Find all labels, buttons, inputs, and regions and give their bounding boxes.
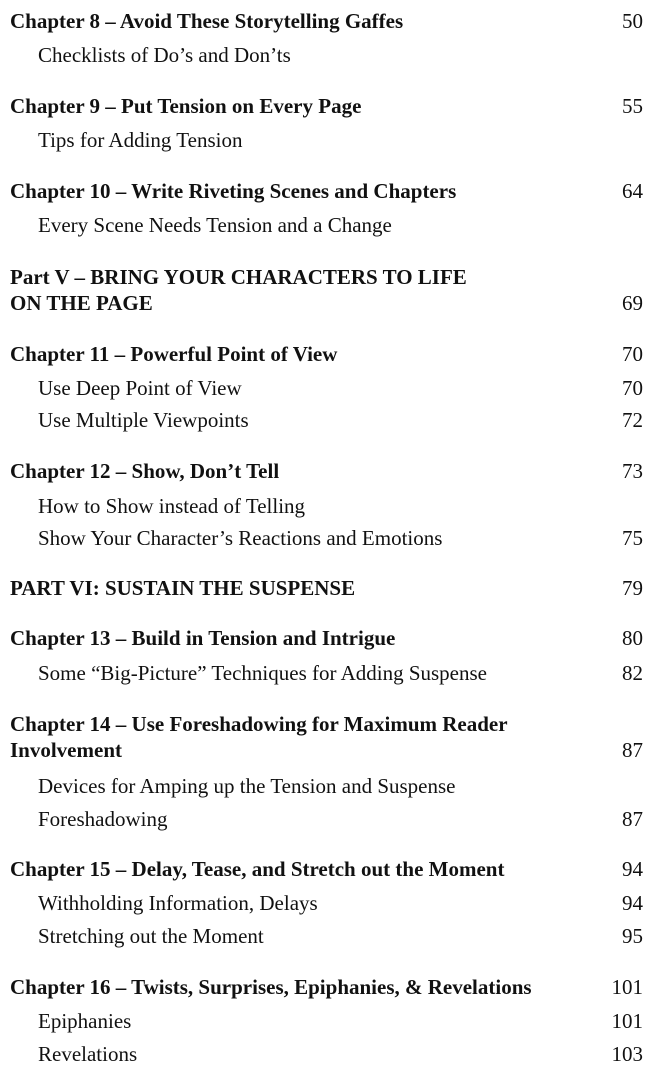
entry-page-number: 82 [622,661,643,685]
entry-title: Chapter 16 – Twists, Surprises, Epiphanies, & Revelations [10,975,532,999]
entry-page-number: 80 [622,626,643,650]
entry-title: Part V – BRING YOUR CHARACTERS TO LIFE [10,265,467,289]
entry-title: Use Deep Point of View [38,376,242,400]
toc-section [38,491,660,521]
entry-page-number: 103 [611,1042,643,1066]
entry-page-number: 73 [622,459,643,483]
entry-title: Tips for Adding Tension [38,128,243,152]
entry-title: Checklists of Do’s and Don’ts [38,43,291,67]
entry-page-number: 94 [622,891,643,915]
toc-section [38,40,660,70]
entry-title: Chapter 12 – Show, Don’t Tell [10,459,280,483]
toc-chapter-16 [10,972,660,1002]
entry-page-number: 87 [622,738,643,762]
entry-page-number: 101 [611,1009,643,1033]
entry-title: Every Scene Needs Tension and a Change [38,213,392,237]
toc-chapter-13 [10,623,660,653]
toc-chapter-9 [10,91,660,121]
entry-title: Chapter 14 – Use Foreshadowing for Maximum Reader [10,712,508,736]
entry-title: PART VI: SUSTAIN THE SUSPENSE [10,576,356,600]
toc-section [38,523,660,553]
entry-title: Show Your Character’s Reactions and Emotions [38,526,443,550]
toc-section [38,888,660,918]
entry-title: Chapter 11 – Powerful Point of View [10,342,338,366]
toc-section [38,405,660,435]
entry-title: Stretching out the Moment [38,924,264,948]
entry-title: Foreshadowing [38,807,168,831]
entry-title: Chapter 8 – Avoid These Storytelling Gaffes [10,9,404,33]
entry-title: Chapter 13 – Build in Tension and Intrigue [10,626,396,650]
toc-section [38,125,660,155]
entry-title: Withholding Information, Delays [38,891,318,915]
toc-section [38,373,660,403]
entry-title: Chapter 10 – Write Riveting Scenes and Chapters [10,179,457,203]
entry-page-number: 87 [622,807,643,831]
toc-section [38,658,660,688]
entry-title: Epiphanies [38,1009,132,1033]
toc-chapter-15 [10,854,660,884]
entry-page-number: 70 [622,342,643,366]
entry-page-number: 64 [622,179,643,203]
entry-page-number: 95 [622,924,643,948]
toc-section [38,210,660,240]
toc-section [38,1006,660,1036]
toc-chapter-11 [10,339,660,369]
entry-page-number: 50 [622,9,643,33]
entry-title: Use Multiple Viewpoints [38,408,249,432]
entry-title: Chapter 15 – Delay, Tease, and Stretch out the Moment [10,857,505,881]
entry-title: Devices for Amping up the Tension and Suspense [38,774,456,798]
entry-title: Revelations [38,1042,138,1066]
toc-chapter-14-continued [10,735,660,765]
toc-chapter-12 [10,456,660,486]
entry-page-number: 101 [611,975,643,999]
toc-part-6 [10,573,660,603]
entry-page-number: 55 [622,94,643,118]
toc-section [38,771,660,801]
entry-title: Chapter 9 – Put Tension on Every Page [10,94,362,118]
entry-title: Some “Big-Picture” Techniques for Adding Suspense [38,661,487,685]
entry-page-number: 70 [622,376,643,400]
entry-title: ON THE PAGE [10,291,153,315]
entry-title: How to Show instead of Telling [38,494,306,518]
entry-page-number: 69 [622,291,643,315]
toc-section [38,921,660,951]
entry-page-number: 75 [622,526,643,550]
toc-section [38,804,660,834]
entry-page-number: 79 [622,576,643,600]
toc-section [38,1039,660,1069]
entry-page-number: 72 [622,408,643,432]
entry-title: Involvement [10,738,122,762]
entry-page-number: 94 [622,857,643,881]
toc-chapter-8 [10,6,660,36]
toc-chapter-10 [10,176,660,206]
toc-part-5-continued [10,288,660,318]
